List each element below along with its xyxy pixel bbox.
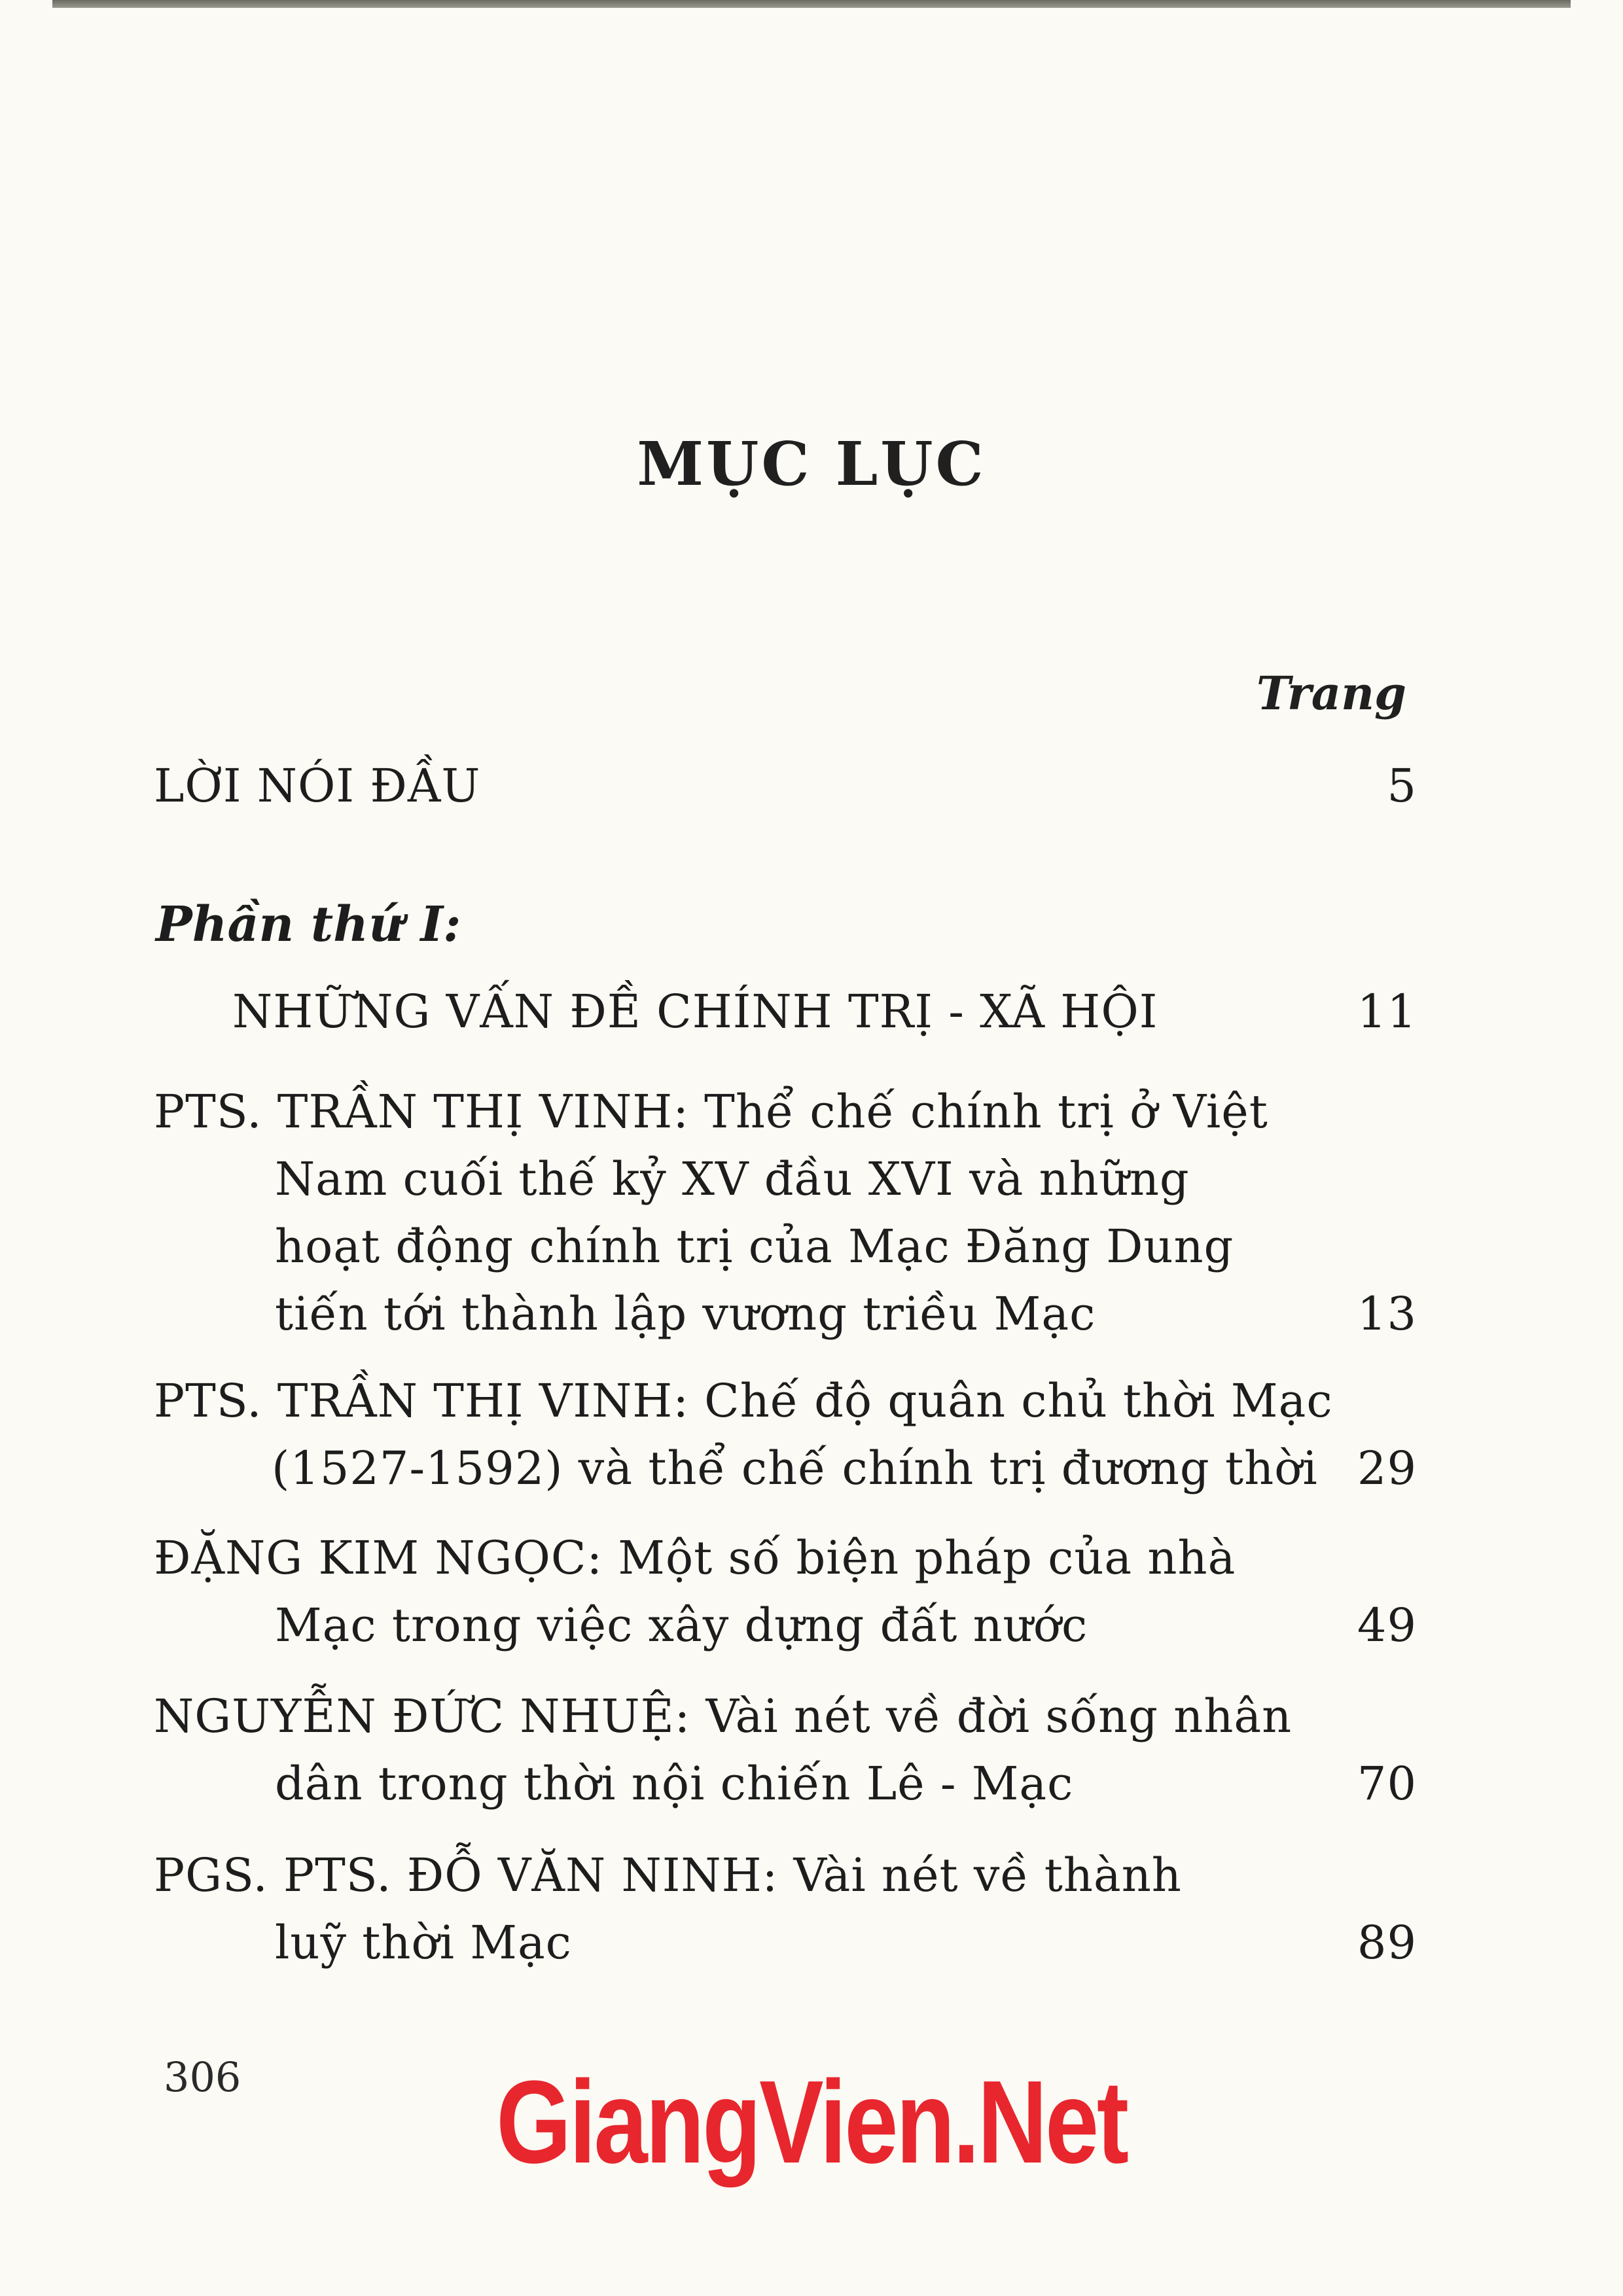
- toc-entry-text: NHỮNG VẤN ĐỀ CHÍNH TRỊ - XÃ HỘI: [232, 985, 1158, 1038]
- toc-entry-line: tiến tới thành lập vương triều Mạc: [275, 1287, 1096, 1341]
- part-label: Phần thứ I:: [156, 896, 461, 953]
- toc-page-number: 70: [1357, 1757, 1417, 1810]
- toc-entry-line: hoạt động chính trị của Mạc Đăng Dung: [275, 1220, 1234, 1273]
- toc-entry-line: PTS. TRẦN THỊ VINH: Chế độ quân chủ thời Mạc: [154, 1374, 1333, 1428]
- toc-page-number: 89: [1357, 1916, 1417, 1969]
- page-title: MỤC LỤC: [637, 429, 986, 499]
- toc-entry-line: dân trong thời nội chiến Lê - Mạc: [275, 1757, 1074, 1810]
- toc-entry-line: NGUYỄN ĐỨC NHUỆ: Vài nét về đời sống nhân: [154, 1689, 1293, 1743]
- toc-entry[interactable]: [154, 1078, 1417, 1348]
- toc-page-number: 49: [1357, 1598, 1417, 1652]
- watermark-logo: GiangVien.Net: [496, 2057, 1127, 2188]
- toc-entry-line: Mạc trong việc xây dựng đất nước: [275, 1598, 1088, 1652]
- toc-entry[interactable]: [154, 1842, 1417, 1977]
- toc-entry-preface[interactable]: [154, 752, 1417, 820]
- toc-entry[interactable]: [154, 1368, 1417, 1502]
- toc-entry-line: (1527-1592) và thể chế chính trị đương thời: [272, 1441, 1318, 1495]
- footer-page-number: 306: [164, 2053, 241, 2101]
- toc-page-number: 29: [1357, 1441, 1417, 1495]
- toc-page-number: 13: [1357, 1287, 1417, 1341]
- toc-entry-text: LỜI NÓI ĐẦU: [154, 759, 481, 813]
- toc-entry[interactable]: [154, 1525, 1417, 1659]
- page-column-label: Trang: [1256, 666, 1406, 720]
- toc-entry-line: PTS. TRẦN THỊ VINH: Thể chế chính trị ở Việt: [154, 1085, 1268, 1139]
- toc-entry-line: ĐẶNG KIM NGỌC: Một số biện pháp của nhà: [154, 1531, 1236, 1585]
- toc-page-number: 11: [1357, 985, 1417, 1038]
- toc-entry[interactable]: [154, 1683, 1417, 1818]
- toc-page-number: 5: [1387, 759, 1417, 813]
- toc-entry-part1-title[interactable]: [154, 978, 1417, 1046]
- toc-entry-line: PGS. PTS. ĐỖ VĂN NINH: Vài nét về thành: [154, 1848, 1182, 1902]
- toc-entry-line: Nam cuối thế kỷ XV đầu XVI và những: [275, 1152, 1190, 1206]
- toc-entry-line: luỹ thời Mạc: [275, 1916, 572, 1969]
- top-border-rule: [52, 0, 1571, 8]
